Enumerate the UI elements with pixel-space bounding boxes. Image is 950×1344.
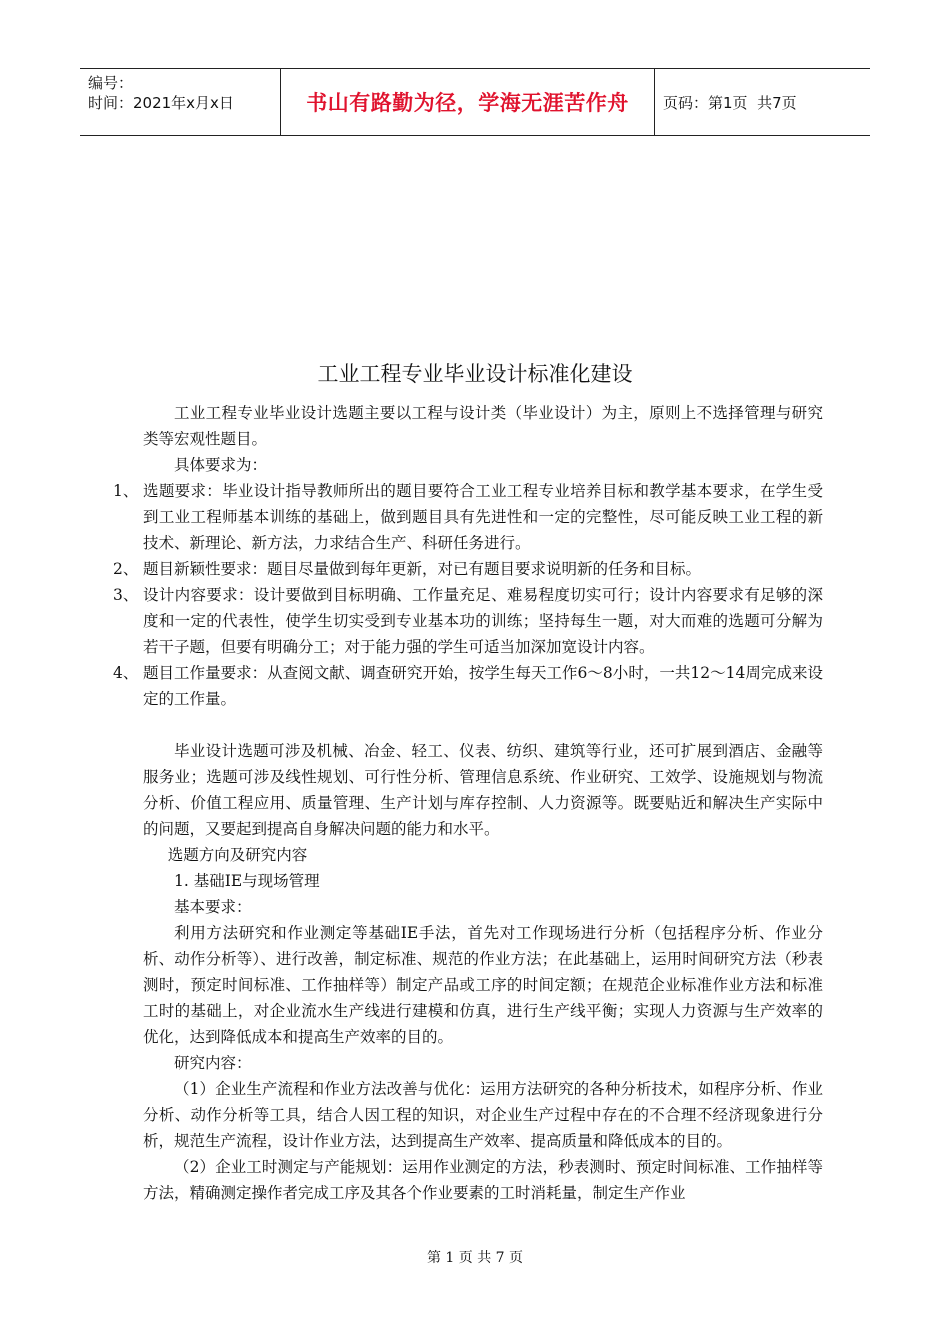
basic-requirements-label: 基本要求：: [174, 898, 252, 916]
header-meta-cell: [80, 69, 281, 135]
research-item-1: （1）企业生产流程和作业方法改善与优化：运用方法研究的各种分析技术，如程序分析、作业分析、动作分析等工具，结合人因工程的知识，对企业生产过程中存在的不合理不经济现象进行分析，规范生产流程，设计作业方法，达到提高生产效率、提高质量和降低成本的目的。: [143, 1080, 823, 1150]
direction-heading: 选题方向及研究内容: [167, 846, 308, 864]
requirement-item-3: [113, 582, 823, 660]
document-title: 工业工程专业毕业设计标准化建设: [317, 362, 633, 386]
research-content-label: 研究内容：: [174, 1054, 252, 1072]
document-date: 时间：2021年x月x日: [88, 94, 234, 112]
requirement-number: 4、: [113, 664, 139, 682]
intro-paragraph: 工业工程专业毕业设计选题主要以工程与设计类（毕业设计）为主，原则上不选择管理与研究类等宏观性题目。: [143, 404, 823, 448]
requirement-text: 题目新颖性要求：题目尽量做到每年更新，对已有题目要求说明新的任务和目标。: [143, 560, 702, 578]
header-motto-cell: [281, 69, 655, 135]
requirement-item-2: [113, 556, 823, 582]
section-1-heading: 1. 基础IE与现场管理: [174, 872, 320, 890]
research-item-2: （2）企业工时测定与产能规划：运用作业测定的方法，秒表测时、预定时间标准、工作抽样等方法，精确测定操作者完成工序及其各个作业要素的工时消耗量，制定生产作业: [143, 1158, 823, 1202]
requirements-heading: 具体要求为：: [174, 456, 268, 474]
header-table: [80, 68, 870, 136]
requirement-item-1: [113, 478, 823, 556]
requirement-text: 选题要求：毕业设计指导教师所出的题目要符合工业工程专业培养目标和教学基本要求，在学生受到工业工程师基本训练的基础上，做到题目具有先进性和一定的完整性，尽可能反映工业工程的新技术、新理论、新方法，力求结合生产、科研任务进行。: [143, 482, 823, 552]
header-page-info: 页码：第1页 共7页: [663, 93, 797, 112]
page-footer: 第 1 页 共 7 页: [426, 1250, 524, 1266]
requirement-number: 1、: [113, 482, 139, 500]
header-motto: 书山有路勤为径，学海无涯苦作舟: [306, 91, 629, 115]
basic-requirements-paragraph: 利用方法研究和作业测定等基础IE手法，首先对工作现场进行分析（包括程序分析、作业分析、动作分析等）、进行改善，制定标准、规范的作业方法；在此基础上，运用时间研究方法（秒表测时，预定时间标准、工作抽样等）制定产品或工序的时间定额；在规范企业标准作业方法和标准工时的基础上，对企业流水生产线进行建模和仿真，进行生产线平衡；实现人力资源与生产效率的优化，达到降低成本和提高生产效率的目的。: [143, 924, 823, 1046]
requirement-number: 2、: [113, 560, 139, 578]
document-number-label: 编号：: [88, 74, 134, 92]
header-page-cell: [655, 69, 870, 135]
requirement-text: 题目工作量要求：从查阅文献、调查研究开始，按学生每天工作6～8小时，一共12～14周完成来设定的工作量。: [143, 664, 823, 708]
requirement-number: 3、: [113, 586, 139, 604]
paragraph-gap: [143, 712, 823, 738]
requirement-item-4: [113, 660, 823, 712]
document-body: [113, 400, 823, 1206]
requirement-text: 设计内容要求：设计要做到目标明确、工作量充足、难易程度切实可行；设计内容要求有足够的深度和一定的代表性，使学生切实受到专业基本功的训练；坚持每生一题，对大而难的选题可分解为若干子题，但要有明确分工；对于能力强的学生可适当加深加宽设计内容。: [143, 586, 823, 656]
scope-paragraph: 毕业设计选题可涉及机械、冶金、轻工、仪表、纺织、建筑等行业，还可扩展到酒店、金融等服务业；选题可涉及线性规划、可行性分析、管理信息系统、作业研究、工效学、设施规划与物流分析、价值工程应用、质量管理、生产计划与库存控制、人力资源等。既要贴近和解决生产实际中的问题，又要起到提高自身解决问题的能力和水平。: [143, 742, 823, 838]
